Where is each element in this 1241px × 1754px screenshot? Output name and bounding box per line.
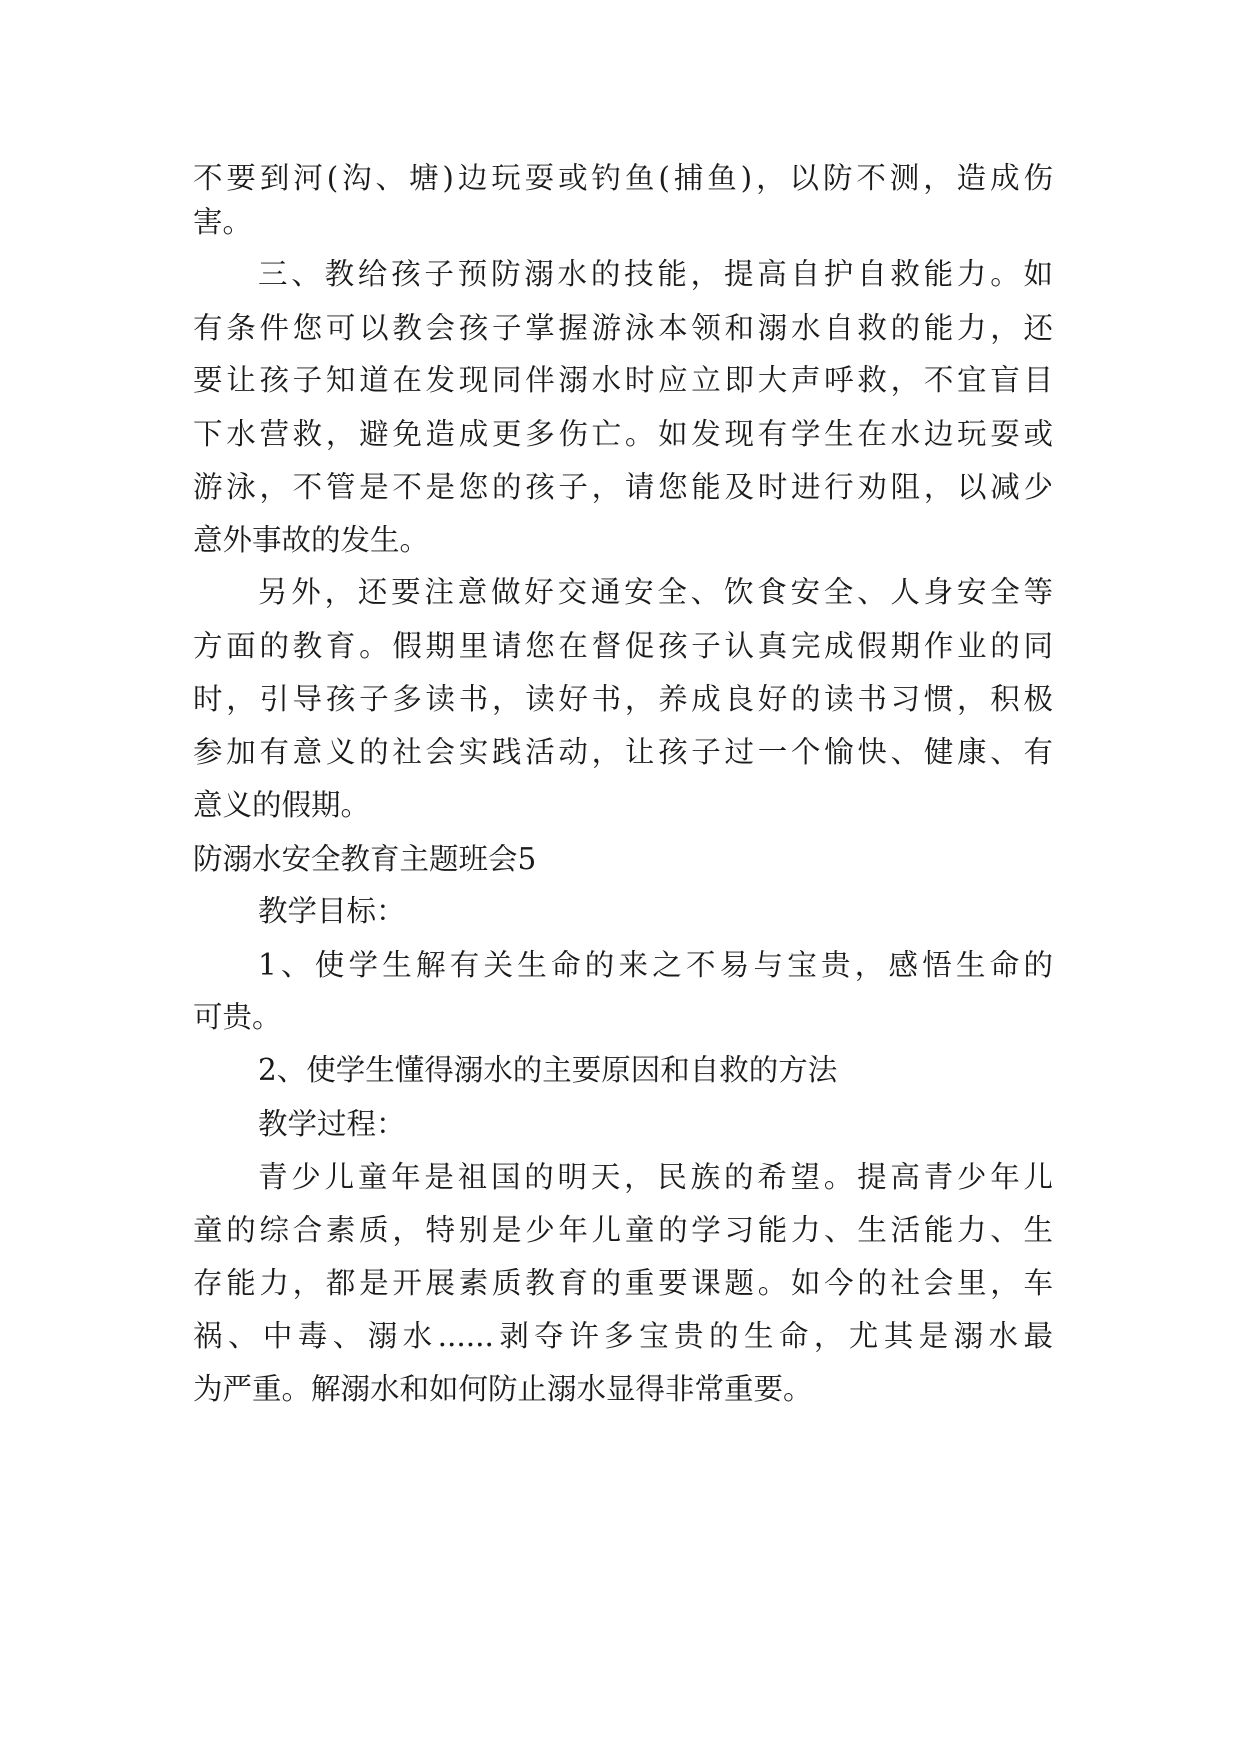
text-line: 为严重。解溺水和如何防止溺水显得非常重要。 xyxy=(193,1372,813,1406)
text-line: 教学过程： xyxy=(258,1107,406,1141)
text-line: 三、教给孩子预防溺水的技能，提高自护自救能力。如 xyxy=(258,257,1053,291)
text-line: 要让孩子知道在发现同伴溺水时应立即大声呼救，不宜盲目 xyxy=(193,363,1053,397)
text-line: 不要到河(沟、塘)边玩耍或钓鱼(捕鱼)，以防不测，造成伤 xyxy=(193,161,1053,195)
section-heading: 防溺水安全教育主题班会5 xyxy=(193,842,537,876)
text-line: 祸、中毒、溺水......剥夺许多宝贵的生命，尤其是溺水最 xyxy=(193,1319,1053,1353)
text-line: 下水营救，避免造成更多伤亡。如发现有学生在水边玩耍或 xyxy=(193,417,1053,451)
text-line: 参加有意义的社会实践活动，让孩子过一个愉快、健康、有 xyxy=(193,735,1053,769)
text-line: 时，引导孩子多读书，读好书，养成良好的读书习惯，积极 xyxy=(193,682,1053,716)
text-line: 有条件您可以教会孩子掌握游泳本领和溺水自救的能力，还 xyxy=(193,311,1053,345)
text-line: 1、使学生解有关生命的来之不易与宝贵，感悟生命的 xyxy=(258,948,1053,982)
text-line: 青少儿童年是祖国的明天，民族的希望。提高青少年儿 xyxy=(258,1160,1053,1194)
text-line: 意义的假期。 xyxy=(193,788,371,822)
text-line: 另外，还要注意做好交通安全、饮食安全、人身安全等 xyxy=(258,575,1053,609)
text-line: 童的综合素质，特别是少年儿童的学习能力、生活能力、生 xyxy=(193,1213,1053,1247)
text-line: 游泳，不管是不是您的孩子，请您能及时进行劝阻，以减少 xyxy=(193,470,1053,504)
text-line: 可贵。 xyxy=(193,1000,282,1034)
text-line: 教学目标： xyxy=(258,894,406,928)
text-line: 方面的教育。假期里请您在督促孩子认真完成假期作业的同 xyxy=(193,629,1053,663)
text-line: 害。 xyxy=(193,205,253,239)
text-line: 存能力，都是开展素质教育的重要课题。如今的社会里，车 xyxy=(193,1266,1053,1300)
text-line: 意外事故的发生。 xyxy=(193,523,430,557)
text-line: 2、使学生懂得溺水的主要原因和自救的方法 xyxy=(258,1053,838,1087)
